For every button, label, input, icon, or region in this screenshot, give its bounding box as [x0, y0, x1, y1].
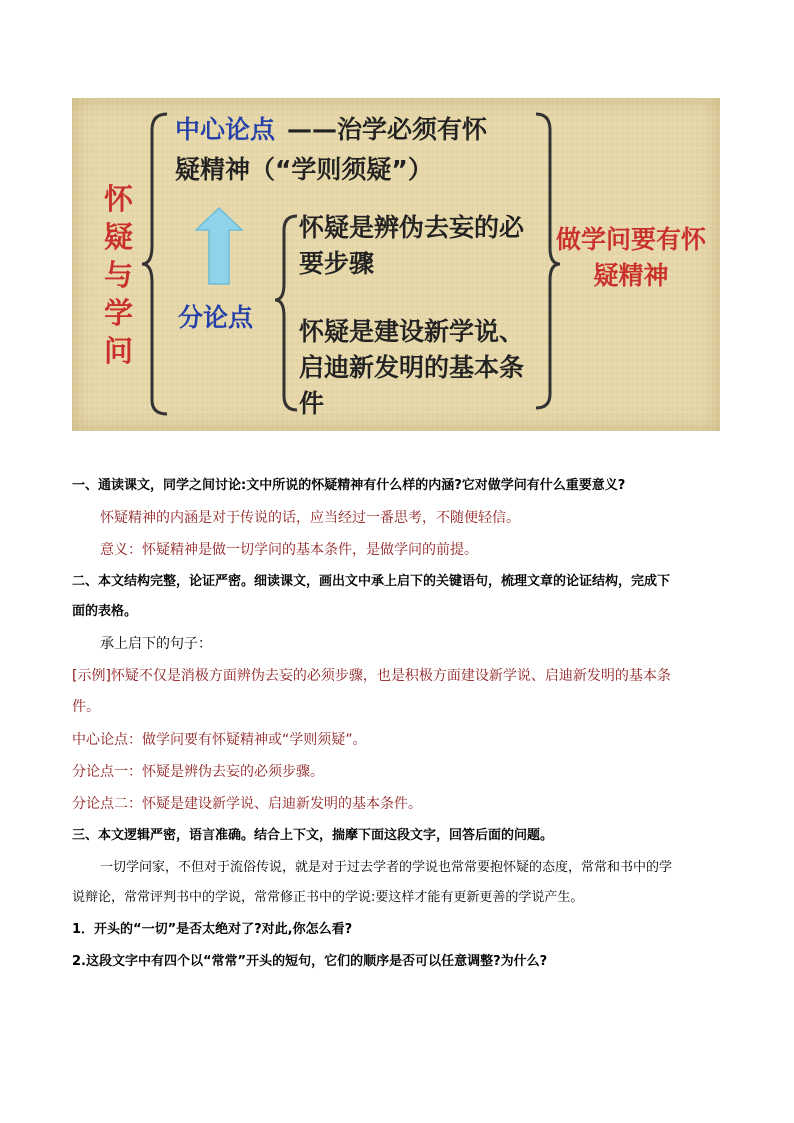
sub-point-1-answer: 分论点一：怀疑是辨伪去妄的必须步骤。	[72, 764, 324, 780]
example-line2: 件。	[72, 699, 100, 715]
passage-line1: 一切学问家，不但对于流俗传说，就是对于过去学者的学说也常常要抱怀疑的态度，常常和书中的学	[100, 860, 673, 875]
side-title: 怀疑与学问	[104, 182, 134, 368]
conclusion-text: 做学问要有怀疑精神	[556, 225, 707, 290]
sub-point-2-answer: 分论点二：怀疑是建设新学说、启迪新发明的基本条件。	[72, 796, 422, 812]
sub-question-1: 1．开头的“一切”是否太绝对了?对此,你怎么看?	[72, 922, 353, 937]
question-1: 一、通读课文，同学之间讨论:文中所说的怀疑精神有什么样的内涵?它对做学问有什么重要意义?	[72, 478, 626, 493]
sub-point-label: 分论点	[178, 303, 254, 332]
central-point-text-line2: 疑精神（“学则须疑”）	[175, 155, 433, 184]
answer-1-meaning: 怀疑精神的内涵是对于传说的话，应当经过一番思考，不随便轻信。	[100, 510, 520, 526]
sub-question-2: 2.这段文字中有四个以“常常”开头的短句，它们的顺序是否可以任意调整?为什么?	[72, 954, 548, 969]
question-3: 三、本文逻辑严密，语言准确。结合上下文，揣摩下面这段文字，回答后面的问题。	[72, 828, 554, 843]
mindmap-slide	[72, 98, 720, 431]
central-point-text: ——治学必须有怀	[287, 115, 488, 144]
left-brace	[142, 114, 167, 414]
sub-point-2: 怀疑是建设新学说、启迪新发明的基本条件	[299, 317, 525, 418]
answer-1-significance: 意义：怀疑精神是做一切学问的基本条件，是做学问的前提。	[100, 542, 478, 558]
central-point-label: 中心论点	[175, 115, 276, 144]
up-arrow-icon	[196, 208, 242, 284]
sub-point-1: 怀疑是辨伪去妄的必要步骤	[299, 213, 525, 278]
central-point-answer: 中心论点：做学问要有怀疑精神或“学则须疑”。	[72, 732, 367, 748]
question-2-line2: 面的表格。	[72, 604, 138, 619]
transition-label: 承上启下的句子：	[100, 636, 212, 652]
example-line1: [示例]怀疑不仅是消极方面辨伪去妄的必须步骤，也是积极方面建设新学说、启迪新发明的基本条	[72, 668, 671, 684]
question-2-line1: 二、本文结构完整，论证严密。细读课文，画出文中承上启下的关键语句，梳理文章的论证结构，完成下	[72, 574, 671, 589]
inner-brace	[275, 216, 297, 410]
passage-line2: 说辩论，常常评判书中的学说，常常修正书中的学说:要这样才能有更新更善的学说产生。	[72, 890, 584, 905]
